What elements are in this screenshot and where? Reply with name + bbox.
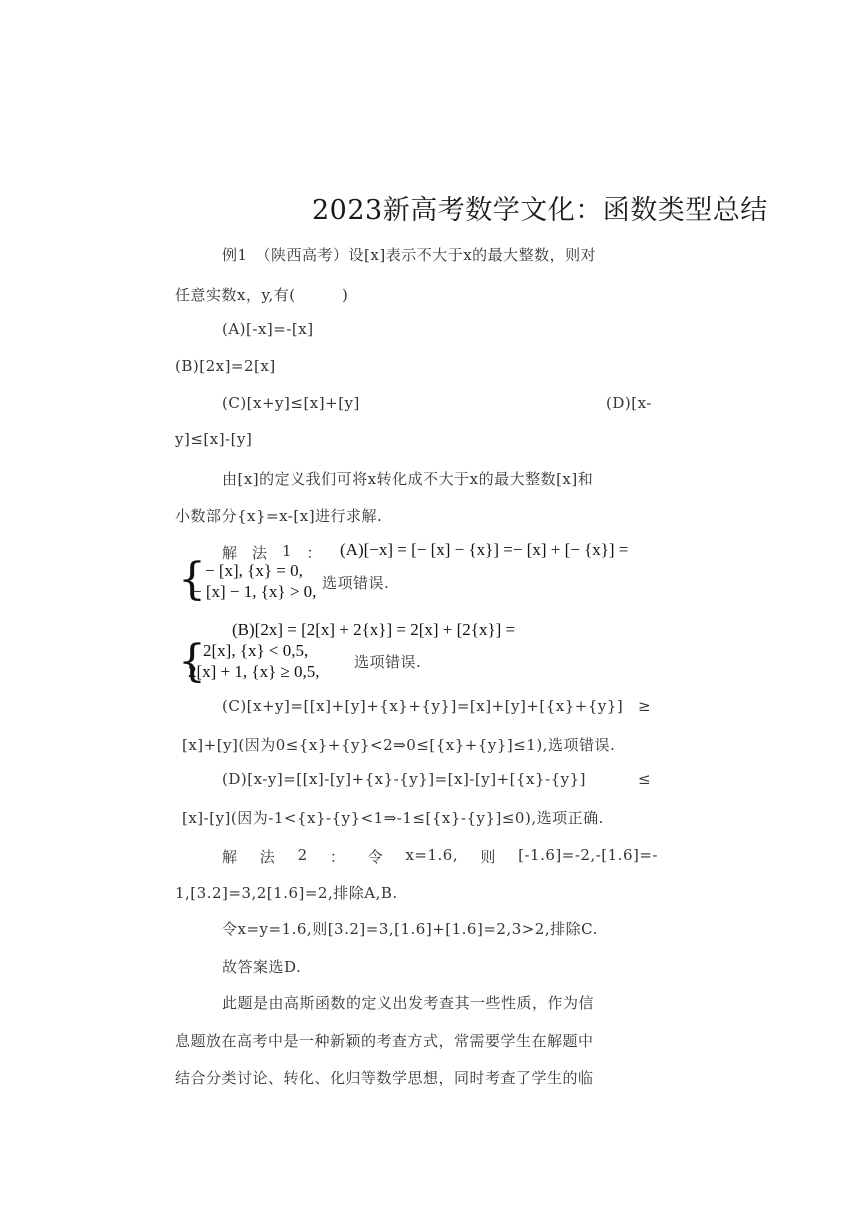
analysis-line-1: 由[x]的定义我们可将x转化成不大于x的最大整数[x]和 bbox=[222, 470, 594, 488]
method-2-part: 法 bbox=[259, 848, 276, 866]
page-title: 2023新高考数学文化：函数类型总结 bbox=[312, 195, 768, 226]
method-2-part: 2 bbox=[297, 846, 308, 864]
method-2-part: 令 bbox=[367, 848, 384, 866]
option-d-part-2: y]≤[x]-[y] bbox=[175, 430, 253, 448]
formula-c-ge: ≥ bbox=[638, 697, 652, 715]
example-line-2: 任意实数x，y,有( ) bbox=[175, 286, 349, 304]
example-line-1: 例1 （陕西高考）设[x]表示不大于x的最大整数，则对 bbox=[222, 246, 597, 264]
brace-b: { bbox=[178, 636, 206, 687]
formula-a: (A)[−x] = [− [x] − {x}] =− [x] + [− {x}] = bbox=[340, 540, 629, 559]
method-1-label-char: 解 bbox=[222, 544, 238, 562]
formula-c-line-1: (C)[x+y]=[[x]+[y]+{x}+{y}]=[x]+[y]+[{x}+{y}] bbox=[222, 697, 624, 715]
brace-a: { bbox=[178, 554, 206, 605]
method-2-part: x=1.6, bbox=[405, 846, 459, 864]
option-c: (C)[x+y]≤[x]+[y] bbox=[222, 394, 360, 412]
method-2-line-1 bbox=[222, 846, 658, 867]
formula-b-case-2: 2[x] + 1, {x} ≥ 0,5, bbox=[188, 662, 320, 681]
formula-a-case-2: − [x] − 1, {x} > 0, bbox=[192, 582, 317, 601]
commentary-line-2: 息题放在高考中是一种新颖的考查方式，常需要学生在解题中 bbox=[175, 1032, 594, 1050]
formula-d-line-1: (D)[x-y]=[[x]-[y]+{x}-{y}]=[x]-[y]+[{x}-{y}] bbox=[222, 770, 587, 788]
commentary-line-1: 此题是由高斯函数的定义出发考查其一些性质，作为信 bbox=[222, 994, 595, 1012]
formula-a-result: 选项错误. bbox=[322, 574, 390, 592]
method-2-line-3: 令x=y=1.6,则[3.2]=3,[1.6]+[1.6]=2,3>2,排除C. bbox=[222, 920, 598, 938]
formula-b-case-1: 2[x], {x} < 0,5, bbox=[203, 641, 309, 660]
method-1-label-char: 法 bbox=[251, 544, 268, 562]
answer-line: 故答案选D. bbox=[222, 958, 302, 976]
method-2-part: 则 bbox=[480, 848, 496, 866]
formula-d-le: ≤ bbox=[638, 770, 652, 788]
formula-b-result: 选项错误. bbox=[354, 653, 422, 671]
method-2-part: ： bbox=[329, 848, 346, 866]
method-1-label bbox=[222, 542, 322, 563]
commentary-line-3: 结合分类讨论、转化、化归等数学思想，同时考查了学生的临 bbox=[175, 1069, 594, 1087]
method-2-line-2: 1,[3.2]=3,2[1.6]=2,排除A,B. bbox=[175, 884, 398, 902]
analysis-line-2: 小数部分{x}=x-[x]进行求解. bbox=[175, 507, 383, 525]
method-2-part: [-1.6]=-2,-[1.6]=- bbox=[518, 846, 658, 864]
method-1-label-char: ： bbox=[306, 544, 322, 562]
method-2-part: 解 bbox=[222, 848, 238, 866]
method-1-label-char: 1 bbox=[281, 542, 293, 560]
option-d-part-1: (D)[x- bbox=[606, 394, 652, 412]
formula-c-line-2: [x]+[y](因为0≤{x}+{y}<2⇒0≤[{x}+{y}]≤1),选项错误. bbox=[182, 736, 616, 754]
option-a: (A)[-x]=-[x] bbox=[222, 320, 314, 338]
formula-d-line-2: [x]-[y](因为-1<{x}-{y}<1⇒-1≤[{x}-{y}]≤0),选项正确. bbox=[182, 809, 604, 827]
formula-b: (B)[2x] = [2[x] + 2{x}] = 2[x] + [2{x}] = bbox=[232, 620, 516, 639]
option-b: (B)[2x]=2[x] bbox=[175, 357, 276, 375]
formula-a-case-1: − [x], {x} = 0, bbox=[205, 561, 303, 580]
